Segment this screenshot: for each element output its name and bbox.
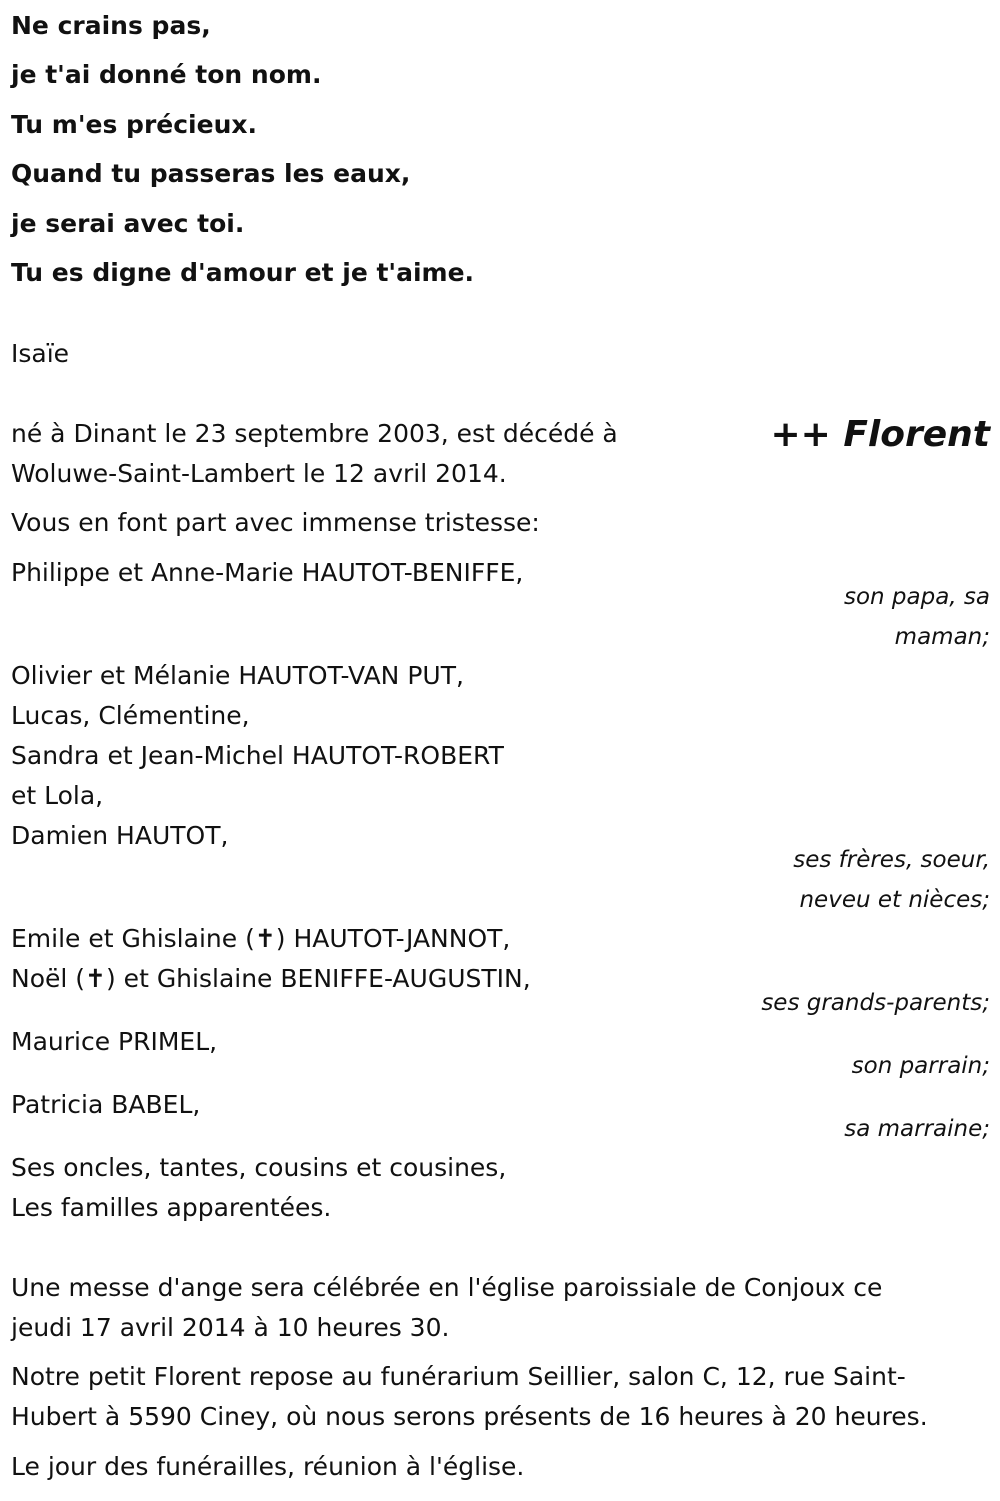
- siblings-role: neveu et nièces;: [799, 887, 990, 913]
- parents-role: maman;: [894, 624, 990, 650]
- sibling-line: Damien HAUTOT,: [11, 821, 229, 850]
- verse-line: Tu m'es précieux.: [11, 110, 257, 139]
- grandparents-role: ses grands-parents;: [761, 990, 990, 1016]
- mass-line: jeudi 17 avril 2014 à 10 heures 30.: [11, 1313, 450, 1342]
- godmother-role: sa marraine;: [844, 1116, 990, 1142]
- relatives-line: Ses oncles, tantes, cousins et cousines,: [11, 1153, 507, 1182]
- verse-line: Tu es digne d'amour et je t'aime.: [11, 258, 475, 287]
- grandparents-line: Noël (✝) et Ghislaine BENIFFE-AUGUSTIN,: [11, 964, 531, 993]
- funerarium-line: Notre petit Florent repose au funérarium Seillier, salon C, 12, rue Saint-: [11, 1362, 906, 1391]
- verse-line: Ne crains pas,: [11, 11, 211, 40]
- mass-line: Une messe d'ange sera célébrée en l'église paroissiale de Conjoux ce: [11, 1273, 883, 1302]
- birth-death-line: Woluwe-Saint-Lambert le 12 avril 2014.: [11, 459, 507, 488]
- sibling-line: et Lola,: [11, 781, 104, 810]
- godmother: Patricia BABEL,: [11, 1090, 201, 1119]
- sibling-line: Olivier et Mélanie HAUTOT-VAN PUT,: [11, 661, 464, 690]
- sibling-line: Lucas, Clémentine,: [11, 701, 250, 730]
- birth-death-line: né à Dinant le 23 septembre 2003, est décédé à: [11, 419, 618, 448]
- sibling-line: Sandra et Jean-Michel HAUTOT-ROBERT: [11, 741, 504, 770]
- parents: Philippe et Anne-Marie HAUTOT-BENIFFE,: [11, 558, 524, 587]
- funeral-line: Le jour des funérailles, réunion à l'église.: [11, 1452, 525, 1481]
- announcement: Vous en font part avec immense tristesse:: [11, 508, 540, 537]
- verse-line: Quand tu passeras les eaux,: [11, 159, 411, 188]
- godfather: Maurice PRIMEL,: [11, 1027, 218, 1056]
- grandparents-line: Emile et Ghislaine (✝) HAUTOT-JANNOT,: [11, 924, 511, 953]
- verse-line: je t'ai donné ton nom.: [11, 60, 322, 89]
- cross-icon: ✝: [254, 924, 276, 953]
- funerarium-line: Hubert à 5590 Ciney, où nous serons présents de 16 heures à 20 heures.: [11, 1402, 928, 1431]
- siblings-role: ses frères, soeur,: [793, 847, 990, 873]
- relatives-line: Les familles apparentées.: [11, 1193, 332, 1222]
- deceased-name: ++ Florent: [770, 414, 990, 455]
- cross-icon: ✝: [85, 964, 106, 993]
- verse-source: Isaïe: [11, 339, 70, 368]
- parents-role: son papa, sa: [843, 584, 990, 610]
- verse-line: je serai avec toi.: [11, 209, 245, 238]
- godfather-role: son parrain;: [851, 1053, 990, 1079]
